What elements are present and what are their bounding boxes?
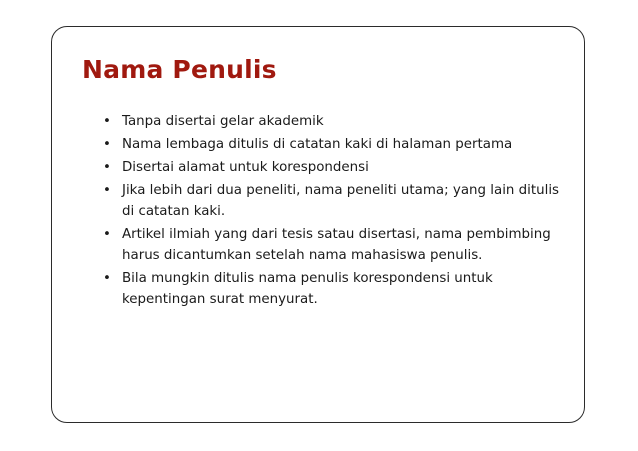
bullet-item: • Bila mungkin ditulis nama penulis korespondensi untuk kepentingan surat menyurat. bbox=[102, 268, 562, 310]
bullet-item: • Artikel ilmiah yang dari tesis satau disertasi, nama pembimbing harus dicantumkan setelah nama mahasiswa penulis. bbox=[102, 224, 562, 266]
bullet-list bbox=[102, 111, 562, 312]
slide-title: Nama Penulis bbox=[82, 55, 277, 84]
bullet-item: • Tanpa disertai gelar akademik bbox=[102, 111, 562, 132]
bullet-item: • Nama lembaga ditulis di catatan kaki di halaman pertama bbox=[102, 134, 562, 155]
bullet-item: • Jika lebih dari dua peneliti, nama peneliti utama; yang lain ditulis di catatan kaki. bbox=[102, 180, 562, 222]
bullet-item: • Disertai alamat untuk korespondensi bbox=[102, 157, 562, 178]
